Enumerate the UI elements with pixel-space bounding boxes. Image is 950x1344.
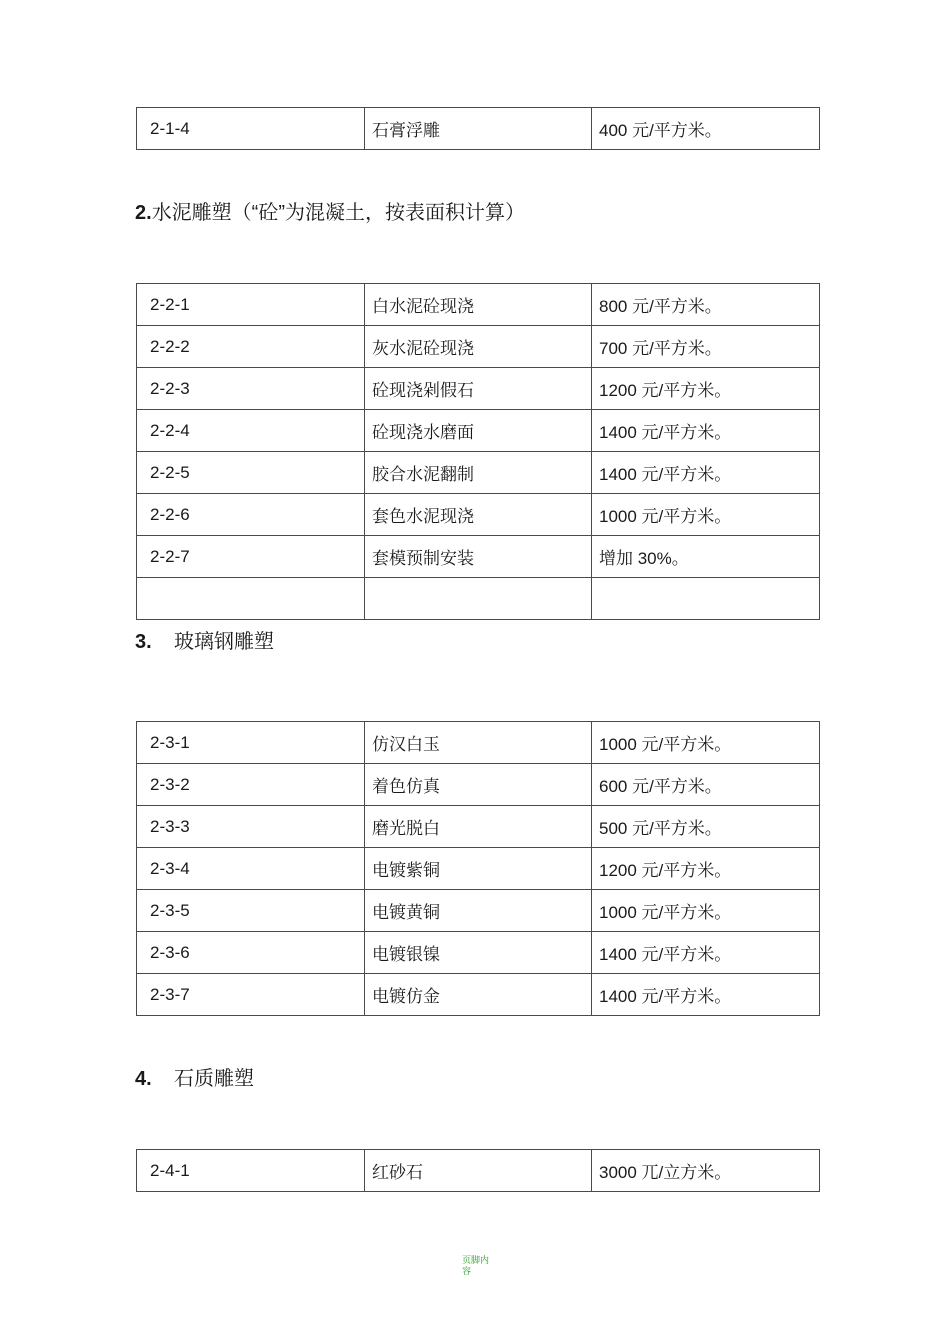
item-code: 2-2-1 bbox=[137, 284, 365, 326]
item-price bbox=[592, 578, 820, 620]
item-code: 2-3-7 bbox=[137, 974, 365, 1016]
table-row bbox=[137, 578, 820, 620]
item-code: 2-3-1 bbox=[137, 722, 365, 764]
item-code: 2-2-7 bbox=[137, 536, 365, 578]
item-price: 600 元/平方米。 bbox=[592, 764, 820, 806]
item-price: 1000 元/平方米。 bbox=[592, 722, 820, 764]
table-row bbox=[137, 848, 820, 890]
item-code: 2-4-1 bbox=[137, 1150, 365, 1192]
item-price: 1200 元/平方米。 bbox=[592, 368, 820, 410]
item-price: 1400 元/平方米。 bbox=[592, 974, 820, 1016]
table-row bbox=[137, 932, 820, 974]
table-row bbox=[137, 284, 820, 326]
item-code: 2-1-4 bbox=[137, 108, 365, 150]
item-name: 电镀仿金 bbox=[365, 974, 592, 1016]
table-row bbox=[137, 410, 820, 452]
item-name: 石膏浮雕 bbox=[365, 108, 592, 150]
table-row bbox=[137, 806, 820, 848]
item-name: 砼现浇剁假石 bbox=[365, 368, 592, 410]
item-price: 1200 元/平方米。 bbox=[592, 848, 820, 890]
item-name: 套色水泥现浇 bbox=[365, 494, 592, 536]
item-name: 灰水泥砼现浇 bbox=[365, 326, 592, 368]
item-code: 2-3-3 bbox=[137, 806, 365, 848]
table-row bbox=[137, 494, 820, 536]
item-name: 仿汉白玉 bbox=[365, 722, 592, 764]
item-code: 2-3-5 bbox=[137, 890, 365, 932]
item-name: 红砂石 bbox=[365, 1150, 592, 1192]
heading-number: 3. bbox=[135, 631, 152, 653]
item-code bbox=[137, 578, 365, 620]
item-name: 电镀紫铜 bbox=[365, 848, 592, 890]
table-row bbox=[137, 974, 820, 1016]
heading-number: 2. bbox=[135, 202, 152, 224]
item-code: 2-3-6 bbox=[137, 932, 365, 974]
table-row bbox=[137, 108, 820, 150]
price-table-2-4 bbox=[136, 1149, 820, 1192]
item-code: 2-2-6 bbox=[137, 494, 365, 536]
item-price: 1000 元/平方米。 bbox=[592, 890, 820, 932]
table-row bbox=[137, 452, 820, 494]
item-name: 砼现浇水磨面 bbox=[365, 410, 592, 452]
item-name: 磨光脱白 bbox=[365, 806, 592, 848]
heading-text: 石质雕塑 bbox=[174, 1068, 254, 1090]
table-row bbox=[137, 722, 820, 764]
section-heading-3 bbox=[135, 630, 274, 654]
heading-text: 水泥雕塑（“砼”为混凝土，按表面积计算） bbox=[151, 202, 526, 224]
item-name: 电镀黄铜 bbox=[365, 890, 592, 932]
item-price: 1400 元/平方米。 bbox=[592, 452, 820, 494]
item-price: 1400 元/平方米。 bbox=[592, 410, 820, 452]
section-heading-4 bbox=[135, 1067, 254, 1091]
price-table-2-1 bbox=[136, 107, 820, 150]
item-price: 3000 兀/立方米。 bbox=[592, 1150, 820, 1192]
item-name bbox=[365, 578, 592, 620]
table-row bbox=[137, 326, 820, 368]
item-name: 着色仿真 bbox=[365, 764, 592, 806]
section-heading-2 bbox=[135, 201, 525, 225]
footer-text: 页脚内容 bbox=[462, 1256, 490, 1277]
item-price: 800 元/平方米。 bbox=[592, 284, 820, 326]
item-price: 700 元/平方米。 bbox=[592, 326, 820, 368]
item-price: 500 元/平方米。 bbox=[592, 806, 820, 848]
item-code: 2-2-3 bbox=[137, 368, 365, 410]
item-price: 400 元/平方米。 bbox=[592, 108, 820, 150]
table-row bbox=[137, 1150, 820, 1192]
heading-number: 4. bbox=[135, 1068, 152, 1090]
table-row bbox=[137, 536, 820, 578]
item-code: 2-2-4 bbox=[137, 410, 365, 452]
item-name: 胶合水泥翻制 bbox=[365, 452, 592, 494]
item-price: 1400 元/平方米。 bbox=[592, 932, 820, 974]
table-row bbox=[137, 890, 820, 932]
item-code: 2-3-2 bbox=[137, 764, 365, 806]
table-row bbox=[137, 764, 820, 806]
item-code: 2-3-4 bbox=[137, 848, 365, 890]
item-price: 1000 元/平方米。 bbox=[592, 494, 820, 536]
item-price: 增加 30%。 bbox=[592, 536, 820, 578]
item-name: 套模预制安装 bbox=[365, 536, 592, 578]
item-name: 电镀银镍 bbox=[365, 932, 592, 974]
price-table-2-3 bbox=[136, 721, 820, 1016]
item-code: 2-2-5 bbox=[137, 452, 365, 494]
table-row bbox=[137, 368, 820, 410]
heading-text: 玻璃钢雕塑 bbox=[174, 631, 274, 653]
item-code: 2-2-2 bbox=[137, 326, 365, 368]
item-name: 白水泥砼现浇 bbox=[365, 284, 592, 326]
price-table-2-2 bbox=[136, 283, 820, 620]
